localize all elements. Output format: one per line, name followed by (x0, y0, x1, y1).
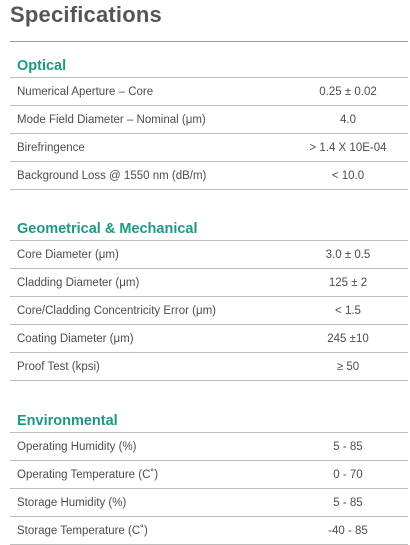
section-title: Environmental (17, 413, 118, 429)
spec-value: < 1.5 (335, 304, 361, 317)
spec-row (10, 489, 408, 517)
spec-label: Cladding Diameter (μm) (17, 276, 140, 289)
spec-value: ≥ 50 (336, 360, 360, 373)
spec-row (10, 461, 408, 489)
spec-label: Proof Test (kpsi) (17, 360, 100, 373)
section-optical (10, 55, 408, 190)
spec-label: Core/Cladding Concentricity Error (μm) (17, 304, 216, 317)
spec-label: Storage Temperature (C˚) (17, 524, 148, 537)
spec-row (10, 325, 408, 353)
spec-label: Birefringence (17, 141, 85, 154)
spec-label: Operating Temperature (C˚) (17, 468, 159, 481)
section-title: Geometrical & Mechanical (17, 221, 198, 237)
spec-row (10, 134, 408, 162)
section-environmental (10, 410, 408, 545)
spec-value: > 1.4 X 10E-04 (309, 141, 387, 154)
section-geometrical-mechanical (10, 218, 408, 381)
spec-value: 125 ± 2 (328, 276, 368, 289)
page-title: Specifications (10, 2, 162, 27)
spec-label: Background Loss @ 1550 nm (dB/m) (17, 169, 207, 182)
spec-row (10, 297, 408, 325)
spec-row (10, 432, 408, 461)
spec-value: 0.25 ± 0.02 (319, 85, 377, 98)
spec-value: < 10.0 (331, 169, 365, 182)
spec-row (10, 353, 408, 381)
spec-label: Storage Humidity (%) (17, 496, 127, 509)
spec-value: 4.0 (340, 113, 356, 126)
spec-label: Numerical Aperture – Core (17, 85, 154, 98)
section-title: Optical (17, 58, 67, 74)
spec-value: 3.0 ± 0.5 (325, 248, 371, 261)
spec-row (10, 106, 408, 134)
spec-label: Coating Diameter (μm) (17, 332, 134, 345)
spec-row (10, 77, 408, 106)
spec-row (10, 269, 408, 297)
spec-row (10, 240, 408, 269)
spec-value: 245 ±10 (327, 332, 369, 345)
spec-label: Core Diameter (μm) (17, 248, 119, 261)
spec-value: -40 - 85 (328, 524, 368, 537)
spec-value: 5 - 85 (333, 440, 363, 453)
spec-label: Mode Field Diameter – Nominal (μm) (17, 113, 206, 126)
spec-row (10, 162, 408, 190)
spec-value: 5 - 85 (333, 496, 363, 509)
spec-label: Operating Humidity (%) (17, 440, 137, 453)
title-divider (10, 41, 408, 42)
spec-value: 0 - 70 (333, 468, 363, 481)
